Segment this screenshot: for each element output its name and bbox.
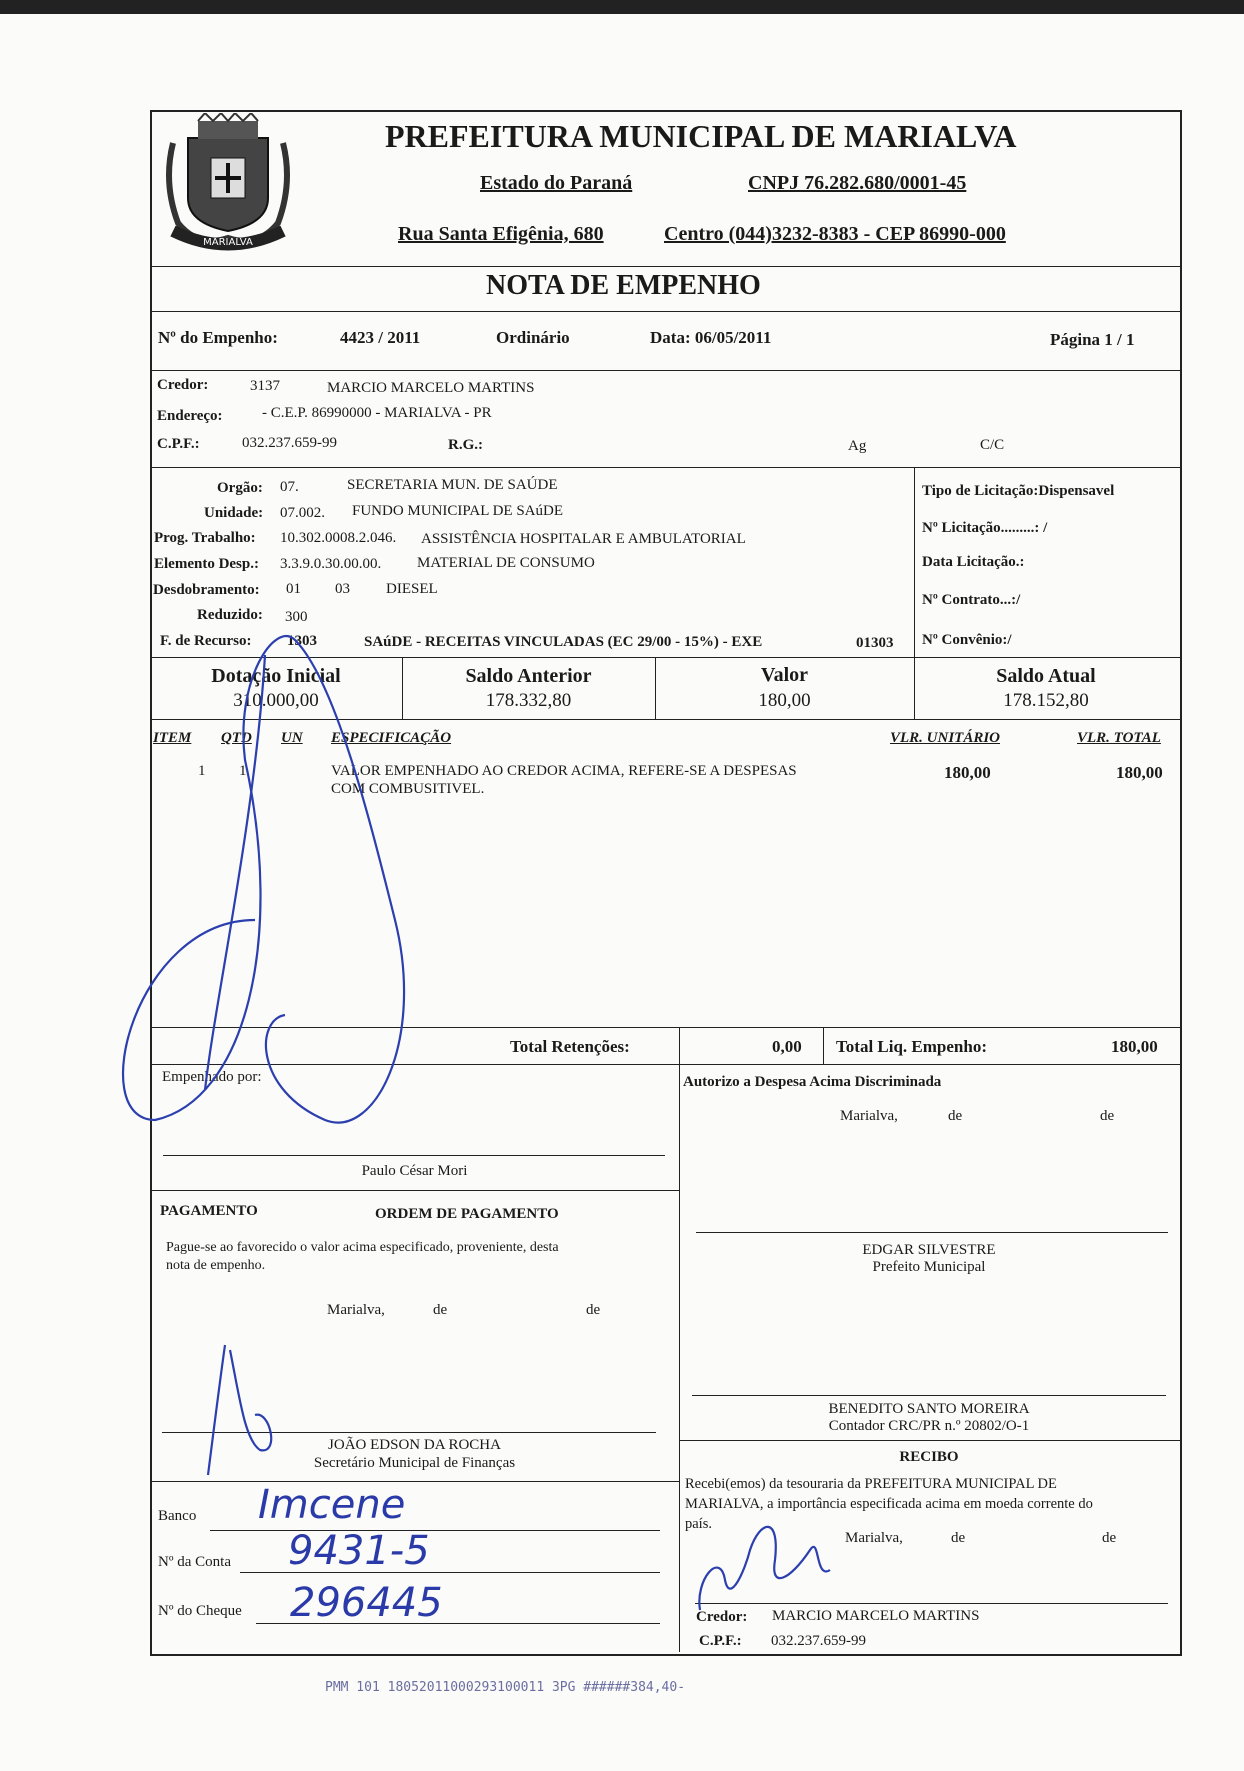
unidade-desc: FUNDO MUNICIPAL DE SAúDE <box>352 503 563 519</box>
saldo-anterior-value: 178.332,80 <box>485 690 572 711</box>
prog-code: 10.302.0008.2.046. <box>280 530 397 546</box>
pagamento-de2: de <box>586 1302 601 1318</box>
credor-address: - C.E.P. 86990000 - MARIALVA - PR <box>262 405 492 421</box>
empenhado-label: Empenhado por: <box>162 1069 262 1085</box>
col-total-value: VLR. TOTAL <box>1077 730 1161 746</box>
contador-name: BENEDITO SANTO MOREIRA <box>828 1401 1030 1417</box>
cheque-handwritten: 296445 <box>290 1580 443 1626</box>
empenho-number: 4423 / 2011 <box>340 328 421 347</box>
empenho-number-label: Nº do Empenho: <box>158 328 278 347</box>
licitacao-date: Data Licitação.: <box>922 554 1025 570</box>
desdobramento-desc: DIESEL <box>386 581 438 597</box>
signature-credor-icon <box>690 1510 840 1620</box>
divider <box>914 467 915 657</box>
divider <box>150 266 1180 267</box>
street-address: Rua Santa Efigênia, 680 <box>398 223 604 245</box>
elemento-desc: MATERIAL DE CONSUMO <box>417 555 595 571</box>
page-number: Página 1 / 1 <box>1050 330 1135 349</box>
liquido-label: Total Liq. Empenho: <box>836 1037 987 1056</box>
recibo-credor-label: Credor: <box>696 1609 748 1625</box>
col-spec: ESPECIFICAÇÃO <box>331 730 452 746</box>
pagamento-text-2: nota de empenho. <box>166 1258 266 1273</box>
footer-code: PMM 101 18052011000293100011 3PG ######384,40- <box>325 1680 686 1695</box>
recibo-text-2: MARIALVA, a importância especificada acima em moeda corrente do <box>685 1496 1093 1512</box>
desdobramento-label: Desdobramento: <box>153 582 260 598</box>
address-label: Endereço: <box>157 408 223 424</box>
elemento-code: 3.3.9.0.30.00.00. <box>280 556 382 572</box>
banco-handwritten: Imcene <box>258 1482 406 1528</box>
credor-label: Credor: <box>157 377 209 393</box>
signature-financas-icon <box>200 1340 290 1480</box>
ag-label: Ag <box>848 438 867 454</box>
rg-label: R.G.: <box>448 437 483 453</box>
col-qtd: QTD <box>221 730 252 746</box>
autorizo-de1: de <box>948 1108 963 1124</box>
divider <box>679 1064 680 1652</box>
col-unit-value: VLR. UNITÁRIO <box>890 730 1001 746</box>
divider <box>150 1481 679 1482</box>
desdobramento-b: 03 <box>335 581 350 597</box>
licitacao-number: Nº Licitação.........: / <box>922 520 1048 536</box>
empenho-date: Data: 06/05/2011 <box>650 328 772 347</box>
prog-desc: ASSISTÊNCIA HOSPITALAR E AMBULATORIAL <box>421 531 746 547</box>
city-crest-icon <box>153 113 303 258</box>
crest-motto: MARIALVA <box>203 237 253 248</box>
recurso-label: F. de Recurso: <box>160 633 252 649</box>
pagamento-text-1: Pague-se ao favorecido o valor acima especificado, proveniente, desta <box>166 1240 559 1255</box>
dotacao-label: Dotação Inicial <box>211 665 341 687</box>
cheque-label: Nº do Cheque <box>158 1603 242 1619</box>
orgao-code: 07. <box>280 479 299 495</box>
unidade-code: 07.002. <box>280 505 325 521</box>
prog-label: Prog. Trabalho: <box>154 530 256 546</box>
divider <box>679 1440 1180 1441</box>
empenho-type: Ordinário <box>496 328 570 347</box>
reduzido-label: Reduzido: <box>197 607 263 623</box>
divider <box>150 311 1180 312</box>
orgao-label: Orgão: <box>217 480 263 496</box>
saldo-atual-label: Saldo Atual <box>996 665 1096 687</box>
document-title: NOTA DE EMPENHO <box>486 270 761 301</box>
signature-large-loops-icon <box>95 620 415 1160</box>
banco-line <box>210 1530 660 1531</box>
recibo-de2: de <box>1102 1530 1117 1546</box>
reduzido-code: 300 <box>285 609 308 625</box>
table-row-qtd: 1 <box>239 763 247 779</box>
signature-line <box>692 1395 1166 1396</box>
recibo-cpf: 032.237.659-99 <box>771 1633 866 1649</box>
recibo-text-1: Recebi(emos) da tesouraria da PREFEITURA MUNICIPAL DE <box>685 1476 1057 1492</box>
cpf-label: C.P.F.: <box>157 436 200 452</box>
empenhado-name: Paulo César Mori <box>361 1163 468 1179</box>
recurso-short-code: 01303 <box>856 635 894 651</box>
recibo-cpf-label: C.P.F.: <box>699 1633 742 1649</box>
conta-label: Nº da Conta <box>158 1554 231 1570</box>
state-name: Estado do Paraná <box>480 172 633 194</box>
orgao-desc: SECRETARIA MUN. DE SAÚDE <box>347 477 558 493</box>
divider <box>823 1027 824 1065</box>
divider <box>150 370 1180 371</box>
table-row-unit-value: 180,00 <box>944 763 991 782</box>
recibo-label: RECIBO <box>899 1449 959 1465</box>
cnpj: CNPJ 76.282.680/0001-45 <box>748 172 967 194</box>
recibo-text-3: país. <box>685 1516 712 1532</box>
prefeito-role: Prefeito Municipal <box>872 1259 986 1275</box>
autorizo-de2: de <box>1100 1108 1115 1124</box>
prefeito-name: EDGAR SILVESTRE <box>862 1242 996 1258</box>
table-row-total-value: 180,00 <box>1116 763 1163 782</box>
contact-info: Centro (044)3232-8383 - CEP 86990-000 <box>664 223 1006 245</box>
table-row-spec-line1: VALOR EMPENHADO AO CREDOR ACIMA, REFERE-SE A DESPESAS <box>331 763 797 779</box>
divider <box>150 1190 679 1191</box>
saldo-atual-value: 178.152,80 <box>1003 690 1089 711</box>
retencoes-label: Total Retenções: <box>510 1037 630 1056</box>
recibo-credor-name: MARCIO MARCELO MARTINS <box>772 1608 980 1624</box>
ordem-pagamento-label: ORDEM DE PAGAMENTO <box>375 1206 559 1222</box>
unidade-label: Unidade: <box>204 505 264 521</box>
credor-code: 3137 <box>250 378 280 394</box>
signature-line <box>696 1232 1168 1233</box>
financas-role: Secretário Municipal de Finanças <box>313 1455 516 1471</box>
contrato-number: Nº Contrato...:/ <box>922 592 1021 608</box>
recurso-desc: SAúDE - RECEITAS VINCULADAS (EC 29/00 - 15%) - EXE <box>364 634 763 650</box>
retencoes-value: 0,00 <box>772 1037 802 1056</box>
divider <box>150 467 1180 468</box>
divider <box>679 1027 680 1065</box>
credor-name: MARCIO MARCELO MARTINS <box>327 380 535 396</box>
recurso-code: 1303 <box>287 633 317 649</box>
credor-cpf: 032.237.659-99 <box>242 435 337 451</box>
saldo-anterior-label: Saldo Anterior <box>465 665 592 687</box>
convenio-number: Nº Convênio:/ <box>922 632 1012 648</box>
pagamento-de1: de <box>433 1302 448 1318</box>
conta-handwritten: 9431-5 <box>288 1528 430 1574</box>
recibo-place: Marialva, <box>845 1530 903 1546</box>
table-row-item: 1 <box>198 763 206 779</box>
desdobramento-a: 01 <box>286 581 301 597</box>
financas-name: JOÃO EDSON DA ROCHA <box>328 1437 501 1453</box>
contador-role: Contador CRC/PR n.º 20802/O-1 <box>828 1418 1030 1434</box>
elemento-label: Elemento Desp.: <box>154 556 259 572</box>
banco-label: Banco <box>158 1508 197 1524</box>
autorizo-place: Marialva, <box>840 1108 898 1124</box>
col-un: UN <box>281 730 303 746</box>
cc-label: C/C <box>980 437 1005 453</box>
table-row-spec-line2: COM COMBUSITIVEL. <box>331 781 485 797</box>
valor-label: Valor <box>760 664 809 686</box>
valor-value: 180,00 <box>758 690 811 711</box>
scan-top-edge <box>0 0 1244 14</box>
recibo-de1: de <box>951 1530 966 1546</box>
page-title: PREFEITURA MUNICIPAL DE MARIALVA <box>385 118 1017 154</box>
pagamento-label: PAGAMENTO <box>160 1203 258 1219</box>
pagamento-place: Marialva, <box>327 1302 385 1318</box>
dotacao-value: 310.000,00 <box>233 690 319 711</box>
autorizo-label: Autorizo a Despesa Acima Discriminada <box>683 1074 942 1090</box>
col-item: ITEM <box>153 730 192 746</box>
licitacao-type: Tipo de Licitação:Dispensavel <box>922 483 1115 499</box>
liquido-value: 180,00 <box>1111 1037 1158 1056</box>
